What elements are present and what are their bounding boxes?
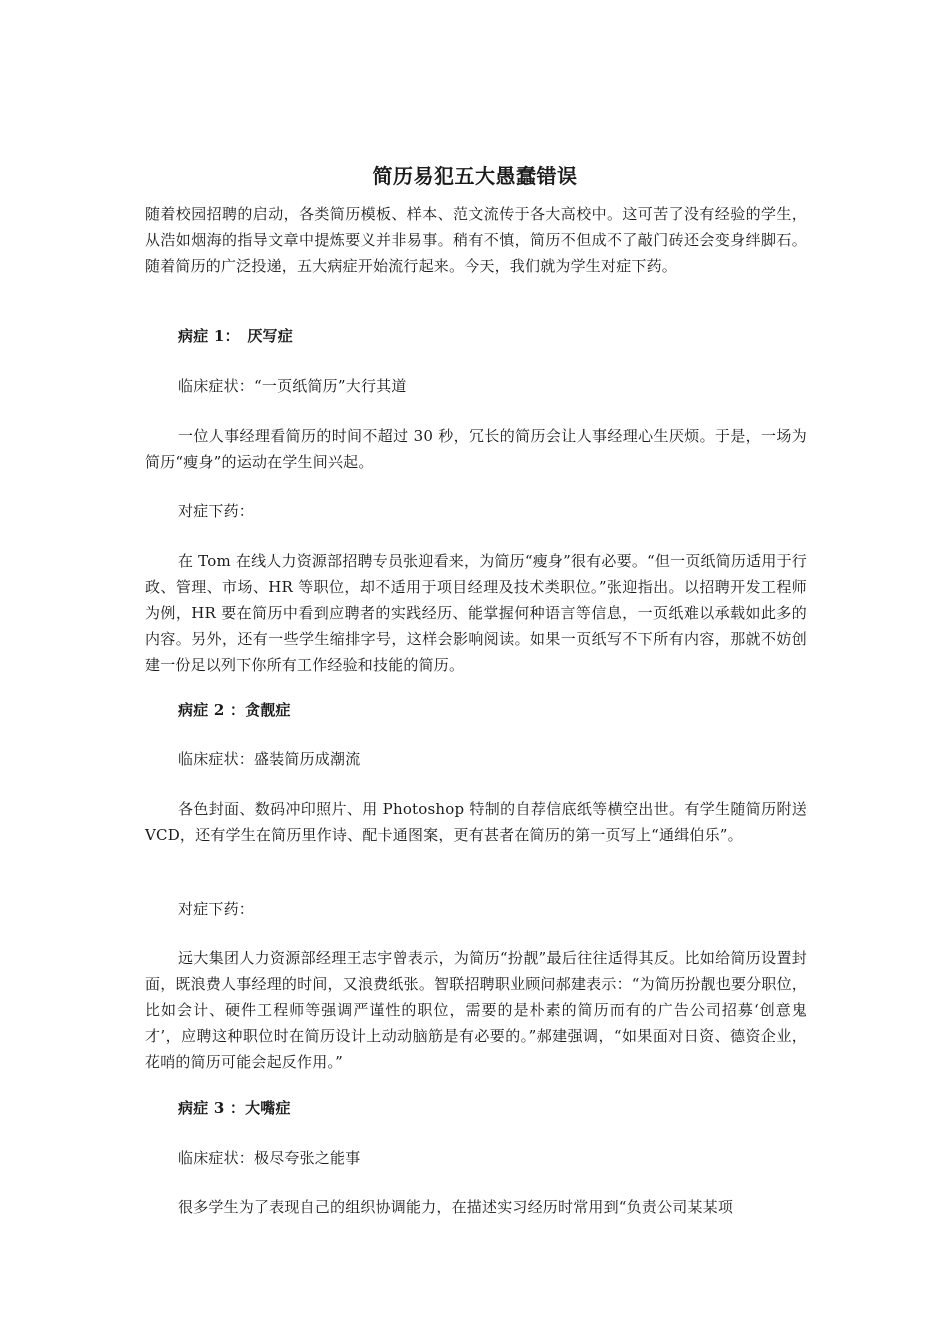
symptom-1-remedy-label: 对症下药： xyxy=(178,502,255,520)
symptom-3-clinical: 临床症状：极尽夸张之能事 xyxy=(178,1149,361,1167)
symptom-2-description: 各色封面、数码冲印照片、用 Photoshop 特制的自荐信底纸等横空出世。有学生随简历附送 VCD，还有学生在简历里作诗、配卡通图案，更有甚者在简历的第一页写上“通缉伯乐”。 xyxy=(145,800,807,844)
symptom-3-heading: 病症 3 ：大嘴症 xyxy=(178,1099,291,1117)
symptom-2-remedy-label: 对症下药： xyxy=(178,900,255,918)
symptom-2-remedy: 远大集团人力资源部经理王志宇曾表示，为简历“扮靓”最后往往适得其反。比如给简历设置封面，既浪费人事经理的时间，又浪费纸张。智联招聘职业顾问郝建表示：“为简历扮靓也要分职位，比如会计、硬件工程师等强调严谨性的职位，需要的是朴素的简历而有的广告公司招募‘创意鬼才’，应聘这种职位时在简历设计上动动脑筋是有必要的。”郝建强调，“如果面对日资、德资企业，花哨的简历可能会起反作用。” xyxy=(145,949,807,1071)
symptom-1-remedy: 在 Tom 在线人力资源部招聘专员张迎看来，为简历“瘦身”很有必要。“但一页纸简历适用于行政、管理、市场、HR 等职位，却不适用于项目经理及技术类职位。”张迎指出。以招聘开发工程师为例，HR 要在简历中看到应聘者的实践经历、能掌握何种语言等信息，一页纸难以承载如此多的内容。另外，还有一些学生缩排字号，这样会影响阅读。如果一页纸写不下所有内容，那就不妨创建一份足以列下你所有工作经验和技能的简历。 xyxy=(145,552,807,674)
symptom-2-clinical: 临床症状：盛装简历成潮流 xyxy=(178,750,361,768)
symptom-1-description: 一位人事经理看简历的时间不超过 30 秒，冗长的简历会让人事经理心生厌烦。于是，一场为简历“瘦身”的运动在学生间兴起。 xyxy=(145,427,807,471)
symptom-1-clinical: 临床症状：“一页纸简历”大行其道 xyxy=(178,377,407,395)
document-title: 简历易犯五大愚蠢错误 xyxy=(372,164,578,188)
intro-paragraph: 随着校园招聘的启动，各类简历模板、样本、范文流传于各大高校中。这可苦了没有经验的学生，从浩如烟海的指导文章中提炼要义并非易事。稍有不慎，简历不但成不了敲门砖还会变身绊脚石。随着简历的广泛投递，五大病症开始流行起来。今天，我们就为学生对症下药。 xyxy=(145,205,807,275)
symptom-2-heading: 病症 2 ：贪靓症 xyxy=(178,701,291,719)
symptom-3-description: 很多学生为了表现自己的组织协调能力，在描述实习经历时常用到“负责公司某某项 xyxy=(178,1198,734,1216)
symptom-1-heading: 病症 1： 厌写症 xyxy=(178,327,293,345)
